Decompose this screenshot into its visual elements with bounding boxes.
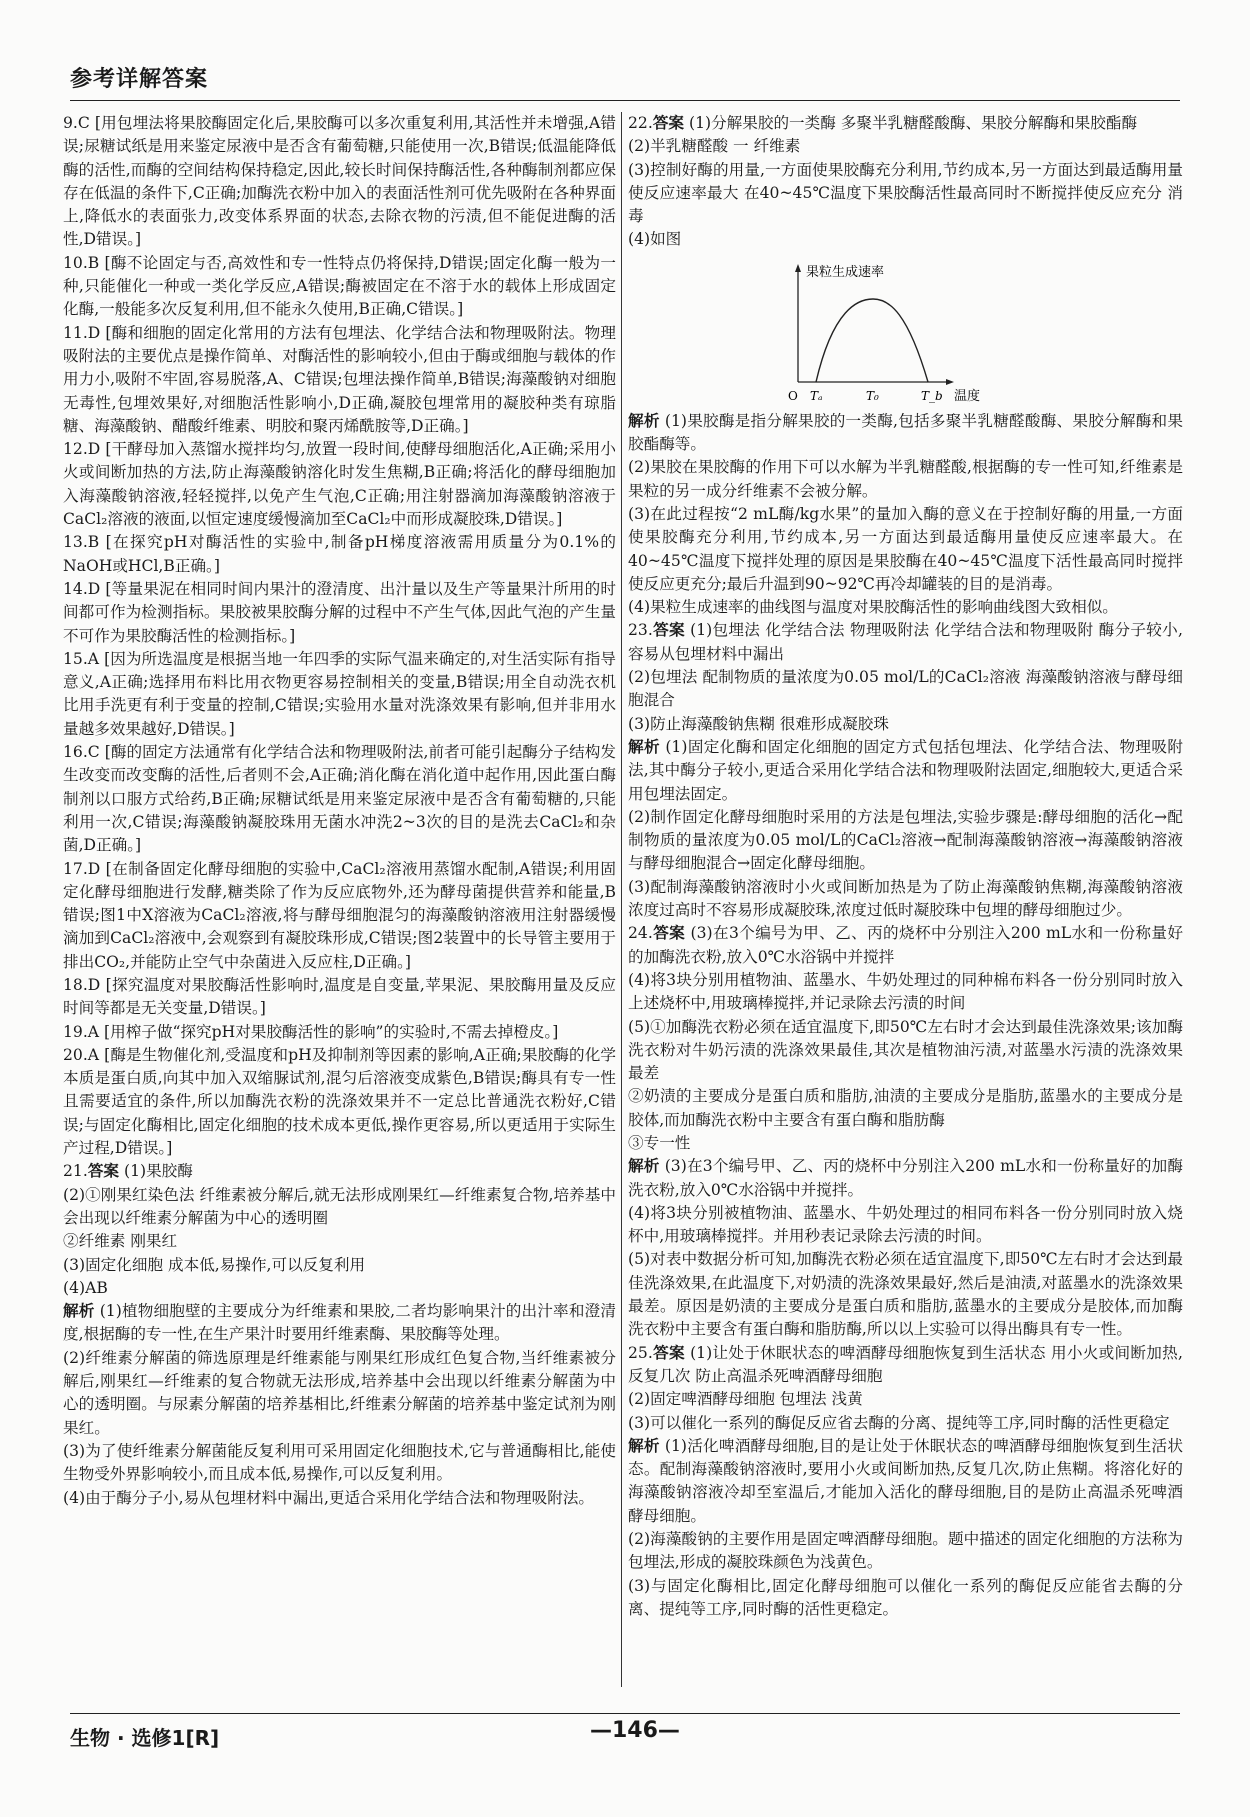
q24-answer-line: (5)①加酶洗衣粉必须在适宜温度下,即50℃左右时才会达到最佳洗涤效果;该加酶洗衣粉对牛奶污渍的洗涤效果最佳,其次是植物油污渍,对蓝墨水污渍的洗涤效果最差: [628, 1017, 1183, 1083]
right-column: [628, 112, 1183, 1621]
q22-jiexi-tag: 解析: [628, 411, 660, 430]
q24-jiexi-line: (4)将3块分别被植物油、蓝墨水、牛奶处理过的相同布料各一份分别同时放入烧杯中,用玻璃棒搅拌。并用秒表记录除去污渍的时间。: [628, 1203, 1183, 1246]
q21-answer-line: ②纤维素 刚果红: [63, 1232, 178, 1251]
page-title: 参考详解答案: [70, 67, 209, 92]
y-axis-label: 果粒生成速率: [806, 264, 885, 280]
q24-answer-line: (4)将3块分别用植物油、蓝墨水、牛奶处理过的同种棉布料各一份分别同时放入上述烧杯中,用玻璃棒搅拌,并记录除去污渍的时间: [628, 970, 1183, 1013]
q21-jiexi-tag: 解析: [63, 1302, 95, 1321]
question-22: [628, 112, 1183, 619]
answer-item-13: 13.B [在探究pH对酶活性的实验中,制备pH梯度溶液需用质量分为0.1%的NaOH或HCl,B正确。]: [63, 533, 616, 575]
q21-jiexi-line: (2)纤维素分解菌的筛选原理是纤维素能与刚果红形成红色复合物,当纤维素被分解后,刚果红—纤维素的复合物就无法形成,培养基中会出现以纤维素分解菌为中心的透明圈。与尿素分解菌的培养基相比,纤维素分解菌的培养基中鉴定试剂为刚果红。: [63, 1348, 616, 1437]
answer-item-12: 12.D [干酵母加入蒸馏水搅拌均匀,放置一段时间,使酵母细胞活化,A正确;采用小火或间断加热的方法,防止海藻酸钠溶化时发生焦糊,B正确;将活化的酵母细胞加入海藻酸钠溶液,轻轻搅拌,以免产生气泡,C正确;用注射器滴加海藻酸钠溶液于CaCl₂溶液的液面,以恒定速度缓慢滴加至CaCl₂中而形成凝胶珠,D错误。]: [63, 440, 616, 529]
q22-answer-line: (2)半乳糖醛酸 一 纤维素: [628, 137, 801, 156]
q23-answer-tag: 答案: [652, 621, 685, 640]
q22-answer-line: (3)控制好酶的用量,一方面使果胶酶充分利用,节约成本,另一方面达到最适酶用量使反应速率最大 在40~45℃温度下果胶酶活性最高同时不断搅拌使反应充分 消毒: [628, 160, 1183, 226]
q23-jiexi-line: (3)配制海藻酸钠溶液时小火或间断加热是为了防止海藻酸钠焦糊,海藻酸钠溶液浓度过高时不容易形成凝胶珠,浓度过低时凝胶珠中包埋的酵母细胞过少。: [628, 877, 1183, 920]
answer-item-15: 15.A [因为所选温度是根据当地一年四季的实际气温来确定的,对生活实际有指导意义,A正确;选择用布料比用衣物更容易控制相关的变量,B错误;用全自动洗衣机比用手洗更有利于变量的控制,C错误;实验用水量对洗涤效果有影响,但并非用水量越多效果越好,D错误。]: [63, 649, 616, 738]
q25-jiexi-line: (3)与固定化酶相比,固定化酵母细胞可以催化一系列的酶促反应能省去酶的分离、提纯等工序,同时酶的活性更稳定。: [628, 1576, 1183, 1618]
q24-jiexi-line: (3)在3个编号甲、乙、丙的烧杯中分别注入200 mL水和一份称量好的加酶洗衣粉,放入0℃水浴锅中并搅拌。: [628, 1157, 1183, 1199]
answer-item-9: 9.C [用包埋法将果胶酶固定化后,果胶酶可以多次重复利用,其活性并未增强,A错误;尿糖试纸是用来鉴定尿液中是否含有葡萄糖,只能使用一次,B错误;低温能降低酶的活性,而酶的空间结构保持稳定,因此,较长时间保持酶活性,各种酶制剂都应保存在低温的条件下,C正确;加酶洗衣粉中加入的表面活性剂可优先吸附在各种界面上,降低水的表面张力,改变体系界面的状态,去除衣物的污渍,但不能促进酶的活性,D错误。]: [63, 114, 616, 249]
q21-answer-tag: 答案: [87, 1162, 120, 1181]
x-axis-arrow: [946, 379, 954, 385]
q25-label: 25.: [628, 1343, 653, 1362]
q21-label: 21.: [63, 1162, 88, 1181]
column-divider: [621, 112, 622, 1687]
q23-label: 23.: [628, 621, 653, 640]
answer-item-14: 14.D [等量果泥在相同时间内果汁的澄清度、出汁量以及生产等量果汁所用的时间都可作为检测指标。果胶被果胶酶分解的过程中不产生气体,因此气泡的产生量不可作为果胶酶活性的检测指标。]: [63, 579, 616, 645]
q25-answer-line: (2)固定啤酒酵母细胞 包埋法 浅黄: [628, 1390, 863, 1409]
answer-item-20: 20.A [酶是生物催化剂,受温度和pH及抑制剂等因素的影响,A正确;果胶酶的化学本质是蛋白质,向其中加入双缩脲试剂,混匀后溶液变成紫色,B错误;酶具有专一性且需要适宜的条件,所以加酶洗衣粉的洗涤效果并不一定总比普通洗衣粉好,C错误;与固定化酶相比,固定化细胞的技术成本更低,操作更容易,所以更适用于实际生产过程,D错误。]: [63, 1045, 616, 1158]
tick-label: O: [788, 388, 798, 403]
q22-answer-tag: 答案: [652, 114, 685, 132]
left-column: [63, 112, 616, 1510]
q22-label: 22.: [628, 114, 653, 132]
q25-answer-tag: 答案: [652, 1343, 685, 1362]
answer-item-16: 16.C [酶的固定方法通常有化学结合法和物理吸附法,前者可能引起酶分子结构发生改变而改变酶的活性,后者则不会,A正确;消化酶在消化道中起作用,因此蛋白酶制剂以口服方式给药,B正确;尿糖试纸是用来鉴定尿液中是否含有葡萄糖的,只能利用一次,C错误;海藻酸钠凝胶珠用无菌水冲洗2~3次的目的是洗去CaCl₂和杂菌,D正确。]: [63, 743, 616, 855]
q21-answer-line: (4)AB: [63, 1278, 108, 1297]
q24-answer-line: ③专一性: [628, 1133, 691, 1152]
q25-answer-line: (3)可以催化一系列的酶促反应省去酶的分离、提纯等工序,同时酶的活性更稳定: [628, 1413, 1170, 1432]
q25-jiexi-tag: 解析: [628, 1436, 660, 1455]
answer-item-10: 10.B [酶不论固定与否,高效性和专一性特点仍将保持,D错误;固定化酶一般为一种,只能催化一种或一类化学反应,A错误;酶被固定在不溶于水的载体上形成固定化酶,一般能多次反复利用,但不能永久使用,B正确,C错误。]: [63, 253, 616, 319]
q25-jiexi-line: (1)活化啤酒酵母细胞,目的是让处于休眠状态的啤酒酵母细胞恢复到生活状态。配制海藻酸钠溶液时,要用小火或间断加热,反复几次,防止焦糊。将溶化好的海藻酸钠溶液冷却至室温后,才能加入活化的酵母细胞,目的是防止高温杀死啤酒酵母细胞。: [628, 1436, 1183, 1525]
answer-item-19: 19.A [用榨子做“探究pH对果胶酶活性的影响”的实验时,不需去掉橙皮。]: [63, 1022, 559, 1041]
question-21: [63, 1160, 616, 1509]
q23-answer-line: (3)防止海藻酸钠焦糊 很难形成凝胶珠: [628, 714, 889, 733]
q24-answer-tag: 答案: [652, 924, 686, 943]
q23-jiexi-line: (2)制作固定化酵母细胞时采用的方法是包埋法,实验步骤是:酵母细胞的活化→配制物质的量浓度为0.05 mol/L的CaCl₂溶液→配制海藻酸钠溶液→海藻酸钠溶液与酵母细胞混合→固定化酵母细胞。: [628, 807, 1183, 873]
tick-label: Tₐ: [810, 388, 823, 403]
q24-label: 24.: [628, 924, 653, 943]
q22-jiexi-line: (4)果粒生成速率的曲线图与温度对果胶酶活性的影响曲线图大致相似。: [628, 598, 1118, 617]
answer-item-18: 18.D [探究温度对果胶酶活性影响时,温度是自变量,苹果泥、果胶酶用量及反应时间等都是无关变量,D错误。]: [63, 975, 616, 1018]
q23-answer-line: (2)包埋法 配制物质的量浓度为0.05 mol/L的CaCl₂溶液 海藻酸钠溶液与酵母细胞混合: [628, 668, 1183, 710]
q21-answer-line: (1)果胶酶: [123, 1162, 193, 1181]
rate-temperature-graph: [628, 254, 1183, 404]
q22-answer-line: (4)如图: [628, 230, 682, 249]
question-23: [628, 619, 1183, 922]
q23-jiexi-tag: 解析: [628, 737, 660, 756]
rate-curve-figure: [628, 254, 1183, 404]
q22-jiexi-line: (2)果胶在果胶酶的作用下可以水解为半乳糖醛酸,根据酶的专一性可知,纤维素是果粒的另一成分纤维素不会被分解。: [628, 458, 1183, 500]
q25-answer-line: (1)让处于休眠状态的啤酒酵母细胞恢复到生活状态 用小火或间断加热,反复几次 防止高温杀死啤酒酵母细胞: [628, 1343, 1183, 1385]
q21-answer-line: (3)固定化细胞 成本低,易操作,可以反复利用: [63, 1255, 366, 1274]
rate-curve: [816, 299, 928, 382]
x-axis-label: 温度: [954, 388, 981, 404]
answer-item-17: 17.D [在制备固定化酵母细胞的实验中,CaCl₂溶液用蒸馏水配制,A错误;利用固定化酵母细胞进行发酵,糖类除了作为反应底物外,还为酵母菌提供营养和能量,B错误;图1中X溶液为CaCl₂溶液,将与酵母细胞混匀的海藻酸钠溶液用注射器缓慢滴加到CaCl₂溶液中,会观察到有凝胶珠形成,C错误;图2装置中的长导管主要用于排出CO₂,并能防止空气中杂菌进入反应柱,D正确。]: [63, 859, 616, 971]
footer-rule: [70, 1713, 1180, 1714]
y-axis-arrow: [795, 264, 801, 272]
q21-answer-line: (2)①刚果红染色法 纤维素被分解后,就无法形成刚果红—纤维素复合物,培养基中会出现以纤维素分解菌为中心的透明圈: [63, 1185, 616, 1227]
q25-jiexi-line: (2)海藻酸钠的主要作用是固定啤酒酵母细胞。题中描述的固定化细胞的方法称为包埋法,形成的凝胶珠颜色为浅黄色。: [628, 1530, 1183, 1572]
q22-answer-line: (1)分解果胶的一类酶 多聚半乳糖醛酸酶、果胶分解酶和果胶酯酶: [688, 114, 1138, 132]
page-number: —146—: [590, 1718, 680, 1743]
tick-label: T_b: [921, 388, 943, 403]
header-rule: [70, 100, 1180, 101]
q22-jiexi-line: (1)果胶酶是指分解果胶的一类酶,包括多聚半乳糖醛酸酶、果胶分解酶和果胶酯酶等。: [628, 411, 1183, 454]
q21-jiexi-line: (3)为了使纤维素分解菌能反复利用可采用固定化细胞技术,它与普通酶相比,能使生物受外界影响较小,而且成本低,易操作,可以反复利用。: [63, 1441, 616, 1484]
q23-jiexi-line: (1)固定化酶和固定化细胞的固定方式包括包埋法、化学结合法、物理吸附法,其中酶分子较小,更适合采用化学结合法和物理吸附法固定,细胞较大,更适合采用包埋法固定。: [628, 737, 1183, 803]
q24-answer-line: ②奶渍的主要成分是蛋白质和脂肪,油渍的主要成分是脂肪,蓝墨水的主要成分是胶体,而加酶洗衣粉中主要含有蛋白酶和脂肪酶: [628, 1087, 1183, 1129]
q23-answer-line: (1)包埋法 化学结合法 物理吸附法 化学结合法和物理吸附 酶分子较小,容易从包埋材料中漏出: [628, 621, 1183, 663]
q24-jiexi-line: (5)对表中数据分析可知,加酶洗衣粉必须在适宜温度下,即50℃左右时才会达到最佳洗涤效果,在此温度下,对奶渍的洗涤效果最好,然后是油渍,对蓝墨水的洗涤效果最差。原因是奶渍的主要成分是蛋白质和脂肪,蓝墨水的主要成分是胶体,而加酶洗衣粉中主要含有蛋白酶和脂肪酶,所以以上实验可以得出酶具有专一性。: [628, 1250, 1183, 1339]
question-25: [628, 1342, 1183, 1622]
q21-jiexi-line: (1)植物细胞壁的主要成分为纤维素和果胶,二者均影响果汁的出汁率和澄清度,根据酶的专一性,在生产果汁时要用纤维素酶、果胶酶等处理。: [63, 1302, 616, 1344]
q22-jiexi-line: (3)在此过程按“2 mL酶/kg水果”的量加入酶的意义在于控制好酶的用量,一方面使果胶酶充分利用,节约成本,另一方面达到最适酶用量使反应速率最大。在40~45℃温度下搅拌处理的原因是果胶酶在40~45℃温度下活性最高同时搅拌使反应更充分;最后升温到90~92℃再冷却罐装的目的是消毒。: [628, 504, 1183, 593]
q24-answer-line: (3)在3个编号为甲、乙、丙的烧杯中分别注入200 mL水和一份称量好的加酶洗衣粉,放入0℃水浴锅中并搅拌: [628, 924, 1183, 966]
tick-label: T₀: [866, 388, 879, 403]
question-24: [628, 922, 1183, 1341]
answer-item-11: 11.D [酶和细胞的固定化常用的方法有包埋法、化学结合法和物理吸附法。物理吸附法的主要优点是操作简单、对酶活性的影响较小,但由于酶或细胞与载体的作用力小,吸附不牢固,容易脱落,A、C错误;包埋法操作简单,B错误;海藻酸钠对细胞无毒性,包埋效果好,对细胞活性影响小,D正确,凝胶包埋常用的凝胶种类有琼脂糖、海藻酸钠、醋酸纤维素、明胶和聚丙烯酰胺等,D正确。]: [63, 323, 616, 435]
q24-jiexi-tag: 解析: [628, 1157, 660, 1176]
book-title: 生物 · 选修1[R]: [70, 1726, 220, 1750]
q21-jiexi-line: (4)由于酶分子小,易从包埋材料中漏出,更适合采用化学结合法和物理吸附法。: [63, 1488, 595, 1507]
